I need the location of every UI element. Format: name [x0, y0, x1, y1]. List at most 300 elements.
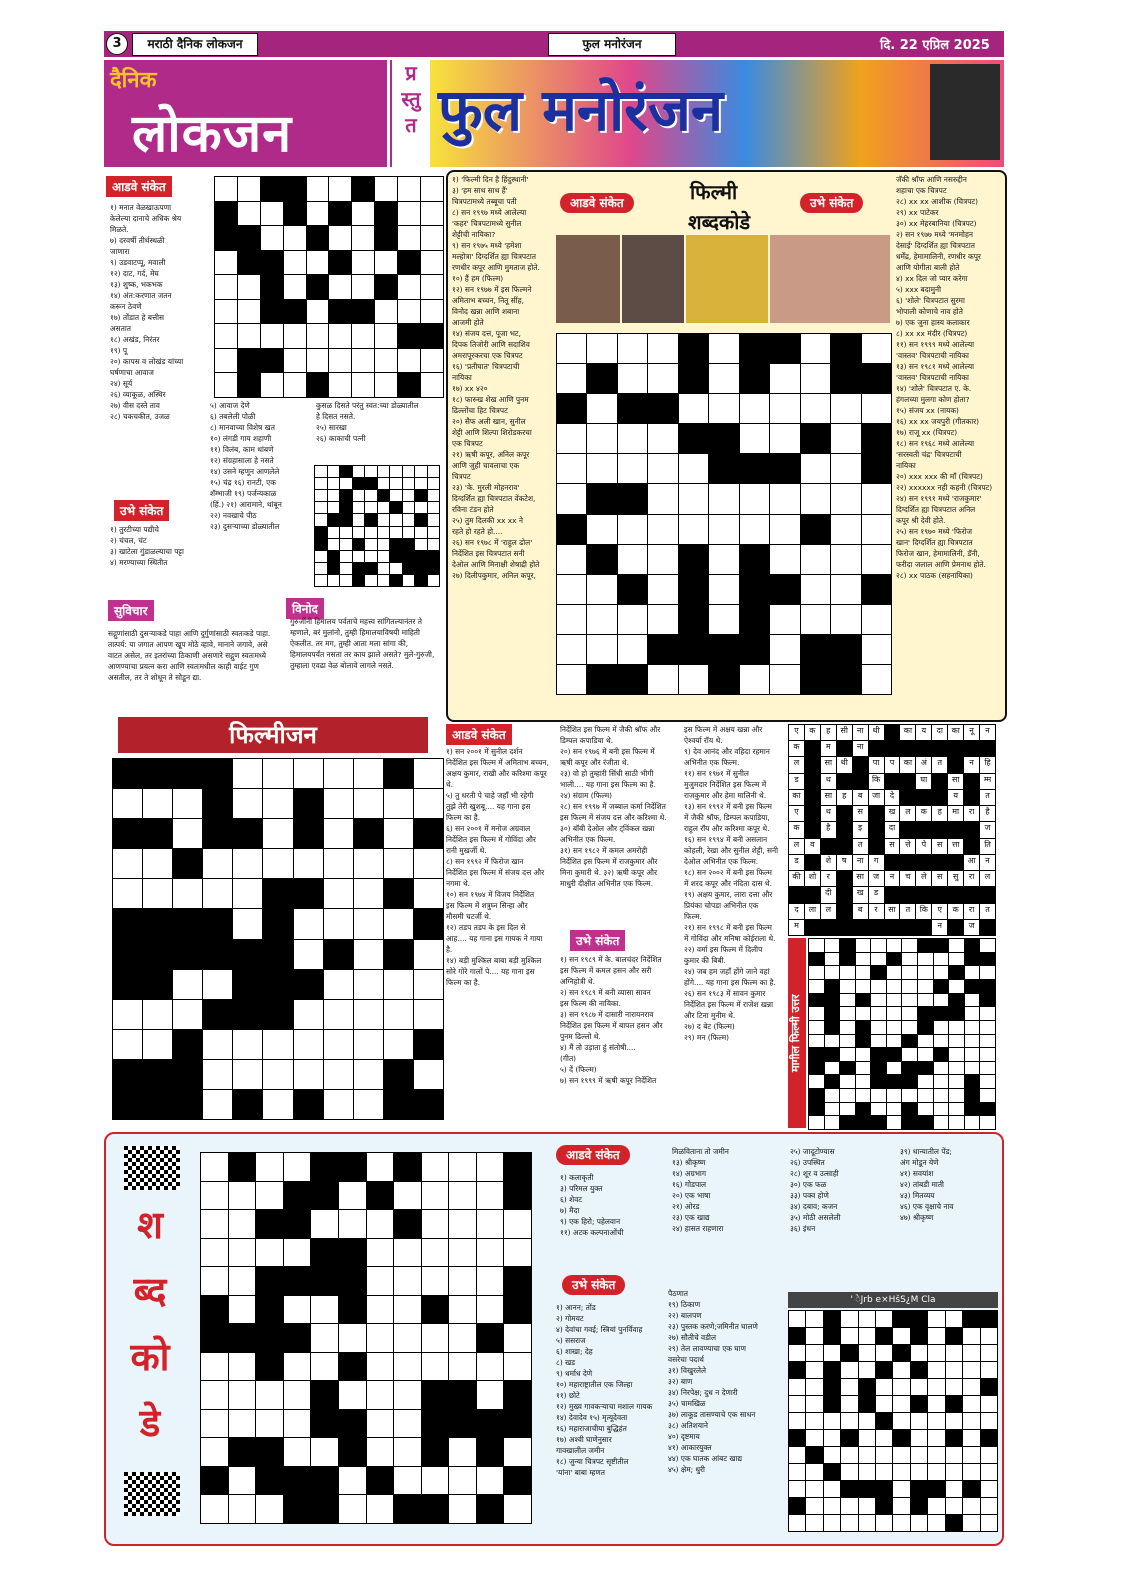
answer-cell[interactable]	[918, 1089, 933, 1102]
crossword-cell[interactable]	[294, 1030, 323, 1059]
filmi-crossword-grid[interactable]	[556, 333, 892, 695]
crossword-cell[interactable]	[203, 1030, 232, 1059]
crossword-cell[interactable]	[421, 202, 443, 226]
crossword-cell[interactable]	[233, 1060, 262, 1089]
answer-cell[interactable]	[403, 490, 415, 501]
crossword-cell[interactable]	[648, 545, 677, 574]
answer-cell[interactable]	[871, 1007, 886, 1020]
answer-cell[interactable]	[841, 1396, 857, 1412]
answer-cell[interactable]	[928, 1396, 944, 1412]
crossword-cell[interactable]	[215, 324, 237, 348]
crossword-cell[interactable]	[449, 1495, 476, 1523]
answer-cell[interactable]	[949, 1103, 964, 1116]
crossword-cell[interactable]	[477, 1467, 504, 1495]
answer-cell[interactable]	[928, 1498, 944, 1514]
crossword-cell[interactable]	[284, 324, 306, 348]
crossword-cell[interactable]	[414, 879, 443, 908]
crossword-cell[interactable]	[143, 879, 172, 908]
crossword-cell[interactable]	[203, 1090, 232, 1119]
answer-cell[interactable]	[887, 1007, 902, 1020]
crossword-cell[interactable]	[449, 1153, 476, 1181]
crossword-cell[interactable]	[414, 970, 443, 999]
crossword-cell[interactable]	[770, 665, 799, 694]
answer-cell[interactable]	[902, 939, 917, 952]
answer-cell[interactable]	[965, 994, 980, 1007]
crossword-cell[interactable]	[394, 1410, 421, 1438]
crossword-cell[interactable]	[367, 1495, 394, 1523]
crossword-cell[interactable]	[449, 1182, 476, 1210]
crossword-cell[interactable]	[324, 819, 353, 848]
crossword-cell[interactable]	[173, 819, 202, 848]
answer-cell[interactable]	[841, 1413, 857, 1429]
answer-cell[interactable]	[981, 1515, 997, 1531]
answer-cell[interactable]	[315, 466, 327, 477]
answer-cell[interactable]	[856, 966, 871, 979]
answer-cell[interactable]	[824, 1345, 840, 1361]
crossword-cell[interactable]	[618, 454, 647, 483]
answer-cell[interactable]	[315, 502, 327, 513]
answer-cell[interactable]	[809, 1035, 824, 1048]
answer-cell[interactable]	[965, 1021, 980, 1034]
answer-cell[interactable]	[328, 478, 340, 489]
answer-cell[interactable]	[841, 1498, 857, 1514]
answer-cell[interactable]	[918, 953, 933, 966]
answer-cell[interactable]	[928, 1311, 944, 1327]
crossword-cell[interactable]	[113, 1030, 142, 1059]
answer-cell[interactable]	[981, 1413, 997, 1429]
crossword-cell[interactable]	[709, 515, 738, 544]
answer-cell[interactable]	[825, 1062, 840, 1075]
crossword-cell[interactable]	[384, 819, 413, 848]
crossword-cell[interactable]	[311, 1324, 338, 1352]
crossword-cell[interactable]	[831, 484, 860, 513]
crossword-cell[interactable]	[201, 1353, 228, 1381]
crossword-cell[interactable]	[294, 909, 323, 938]
crossword-cell[interactable]	[477, 1267, 504, 1295]
crossword-cell[interactable]	[477, 1381, 504, 1409]
crossword-cell[interactable]	[229, 1267, 256, 1295]
answer-cell[interactable]	[887, 1035, 902, 1048]
crossword-cell[interactable]	[215, 300, 237, 324]
crossword-cell[interactable]	[201, 1210, 228, 1238]
answer-cell[interactable]	[980, 1048, 995, 1061]
answer-cell[interactable]	[963, 1464, 979, 1480]
crossword-cell[interactable]	[384, 909, 413, 938]
answer-cell[interactable]	[946, 1413, 962, 1429]
answer-cell[interactable]	[378, 527, 390, 538]
crossword-cell[interactable]	[587, 575, 616, 604]
answer-cell[interactable]	[390, 514, 402, 525]
answer-cell[interactable]	[859, 1498, 875, 1514]
answer-cell[interactable]	[963, 1345, 979, 1361]
answer-cell[interactable]	[841, 1362, 857, 1378]
crossword-cell[interactable]	[394, 1353, 421, 1381]
crossword-cell[interactable]	[422, 1182, 449, 1210]
crossword-cell[interactable]	[414, 1060, 443, 1089]
answer-cell[interactable]	[946, 1464, 962, 1480]
crossword-cell[interactable]	[307, 202, 329, 226]
crossword-cell[interactable]	[238, 202, 260, 226]
answer-cell[interactable]	[911, 1413, 927, 1429]
answer-cell[interactable]	[893, 1498, 909, 1514]
answer-cell[interactable]	[963, 1430, 979, 1446]
crossword-cell[interactable]	[709, 605, 738, 634]
answer-cell[interactable]	[887, 1116, 902, 1129]
answer-cell[interactable]	[825, 1116, 840, 1129]
answer-cell[interactable]	[887, 939, 902, 952]
crossword-cell[interactable]	[352, 349, 374, 373]
answer-cell[interactable]	[403, 478, 415, 489]
crossword-cell[interactable]	[394, 1239, 421, 1267]
answer-cell[interactable]	[378, 551, 390, 562]
crossword-cell[interactable]	[862, 545, 891, 574]
answer-cell[interactable]	[911, 1515, 927, 1531]
answer-cell[interactable]	[949, 1089, 964, 1102]
answer-cell[interactable]	[981, 1328, 997, 1344]
answer-cell[interactable]	[353, 514, 365, 525]
answer-cell[interactable]	[980, 1062, 995, 1075]
answer-cell[interactable]	[965, 1007, 980, 1020]
crossword-cell[interactable]	[329, 275, 351, 299]
crossword-cell[interactable]	[414, 789, 443, 818]
answer-cell[interactable]	[428, 539, 440, 550]
answer-cell[interactable]	[378, 539, 390, 550]
answer-cell[interactable]	[315, 490, 327, 501]
answer-cell[interactable]	[949, 1035, 964, 1048]
answer-cell[interactable]	[918, 966, 933, 979]
crossword-cell[interactable]	[398, 275, 420, 299]
crossword-cell[interactable]	[143, 1030, 172, 1059]
crossword-cell[interactable]	[477, 1353, 504, 1381]
answer-cell[interactable]	[789, 1515, 805, 1531]
answer-cell[interactable]	[365, 551, 377, 562]
crossword-cell[interactable]	[113, 849, 142, 878]
answer-cell[interactable]	[856, 1075, 871, 1088]
crossword-cell[interactable]	[770, 515, 799, 544]
crossword-cell[interactable]	[414, 1000, 443, 1029]
crossword-cell[interactable]	[709, 484, 738, 513]
answer-cell[interactable]	[902, 980, 917, 993]
crossword-cell[interactable]	[307, 300, 329, 324]
answer-cell[interactable]	[911, 1345, 927, 1361]
answer-cell[interactable]	[949, 1116, 964, 1129]
answer-cell[interactable]	[918, 1103, 933, 1116]
answer-cell[interactable]	[871, 1103, 886, 1116]
crossword-cell[interactable]	[770, 605, 799, 634]
crossword-cell[interactable]	[113, 1000, 142, 1029]
answer-cell[interactable]	[840, 1089, 855, 1102]
answer-cell[interactable]	[893, 1515, 909, 1531]
answer-cell[interactable]	[806, 1498, 822, 1514]
answer-cell[interactable]	[876, 1464, 892, 1480]
answer-cell[interactable]	[981, 1481, 997, 1497]
crossword-cell[interactable]	[801, 575, 830, 604]
crossword-cell[interactable]	[367, 1381, 394, 1409]
answer-cell[interactable]	[825, 966, 840, 979]
crossword-cell[interactable]	[504, 1239, 531, 1267]
answer-cell[interactable]	[428, 490, 440, 501]
answer-cell[interactable]	[841, 1311, 857, 1327]
crossword-cell[interactable]	[201, 1267, 228, 1295]
crossword-cell[interactable]	[284, 275, 306, 299]
crossword-cell[interactable]	[256, 1182, 283, 1210]
answer-cell[interactable]	[840, 980, 855, 993]
crossword-cell[interactable]	[284, 1153, 311, 1181]
answer-cell[interactable]	[934, 1103, 949, 1116]
answer-cell[interactable]	[840, 1048, 855, 1061]
answer-cell[interactable]	[859, 1362, 875, 1378]
crossword-cell[interactable]	[367, 1353, 394, 1381]
answer-cell[interactable]	[949, 980, 964, 993]
answer-cell[interactable]	[378, 502, 390, 513]
crossword-cell[interactable]	[256, 1153, 283, 1181]
answer-cell[interactable]	[315, 563, 327, 574]
crossword-cell[interactable]	[740, 515, 769, 544]
answer-cell[interactable]	[856, 980, 871, 993]
answer-cell[interactable]	[928, 1413, 944, 1429]
crossword-cell[interactable]	[294, 1000, 323, 1029]
crossword-cell[interactable]	[284, 1296, 311, 1324]
crossword-cell[interactable]	[648, 575, 677, 604]
answer-cell[interactable]	[893, 1362, 909, 1378]
crossword-cell[interactable]	[618, 635, 647, 664]
answer-cell[interactable]	[911, 1447, 927, 1463]
crossword-cell[interactable]	[398, 177, 420, 201]
crossword-cell[interactable]	[862, 484, 891, 513]
crossword-cell[interactable]	[284, 1410, 311, 1438]
crossword-cell[interactable]	[862, 635, 891, 664]
crossword-cell[interactable]	[449, 1324, 476, 1352]
crossword-cell[interactable]	[801, 364, 830, 393]
answer-cell[interactable]	[840, 994, 855, 1007]
crossword-cell[interactable]	[831, 394, 860, 423]
answer-cell[interactable]	[934, 1116, 949, 1129]
answer-cell[interactable]	[365, 502, 377, 513]
crossword-cell[interactable]	[354, 1000, 383, 1029]
crossword-cell[interactable]	[648, 424, 677, 453]
crossword-cell[interactable]	[113, 879, 142, 908]
crossword-cell[interactable]	[422, 1210, 449, 1238]
answer-cell[interactable]	[340, 575, 352, 586]
answer-cell[interactable]	[859, 1328, 875, 1344]
crossword-cell[interactable]	[307, 251, 329, 275]
crossword-cell[interactable]	[143, 1000, 172, 1029]
crossword-cell[interactable]	[831, 575, 860, 604]
crossword-cell[interactable]	[229, 1210, 256, 1238]
answer-cell[interactable]	[859, 1464, 875, 1480]
answer-cell[interactable]	[806, 1396, 822, 1412]
answer-cell[interactable]	[365, 575, 377, 586]
answer-cell[interactable]	[415, 478, 427, 489]
crossword-cell[interactable]	[740, 484, 769, 513]
answer-cell[interactable]	[928, 1362, 944, 1378]
crossword-cell[interactable]	[229, 1296, 256, 1324]
crossword-cell[interactable]	[384, 1030, 413, 1059]
answer-cell[interactable]	[806, 1311, 822, 1327]
crossword-cell[interactable]	[862, 665, 891, 694]
crossword-cell[interactable]	[263, 789, 292, 818]
crossword-cell[interactable]	[384, 1000, 413, 1029]
crossword-cell[interactable]	[324, 879, 353, 908]
crossword-cell[interactable]	[618, 515, 647, 544]
crossword-cell[interactable]	[414, 759, 443, 788]
crossword-cell[interactable]	[504, 1353, 531, 1381]
answer-cell[interactable]	[887, 994, 902, 1007]
answer-cell[interactable]	[887, 1062, 902, 1075]
answer-cell[interactable]	[390, 466, 402, 477]
answer-cell[interactable]	[841, 1328, 857, 1344]
crossword-cell[interactable]	[329, 349, 351, 373]
answer-cell[interactable]	[328, 466, 340, 477]
crossword-cell[interactable]	[113, 789, 142, 818]
answer-cell[interactable]	[841, 1515, 857, 1531]
answer-cell[interactable]	[928, 1379, 944, 1395]
crossword-cell[interactable]	[862, 515, 891, 544]
crossword-cell[interactable]	[238, 300, 260, 324]
crossword-cell[interactable]	[352, 324, 374, 348]
crossword-cell[interactable]	[324, 970, 353, 999]
answer-cell[interactable]	[824, 1413, 840, 1429]
crossword-cell[interactable]	[229, 1467, 256, 1495]
crossword-cell[interactable]	[324, 1060, 353, 1089]
crossword-cell[interactable]	[294, 759, 323, 788]
answer-cell[interactable]	[928, 1430, 944, 1446]
answer-cell[interactable]	[949, 939, 964, 952]
answer-cell[interactable]	[902, 1048, 917, 1061]
answer-cell[interactable]	[809, 1007, 824, 1020]
crossword-cell[interactable]	[421, 373, 443, 397]
answer-cell[interactable]	[789, 1447, 805, 1463]
answer-cell[interactable]	[415, 539, 427, 550]
answer-cell[interactable]	[403, 502, 415, 513]
crossword-cell[interactable]	[648, 364, 677, 393]
answer-cell[interactable]	[871, 1035, 886, 1048]
crossword-cell[interactable]	[375, 324, 397, 348]
crossword-cell[interactable]	[709, 575, 738, 604]
answer-cell[interactable]	[378, 478, 390, 489]
crossword-cell[interactable]	[504, 1324, 531, 1352]
crossword-cell[interactable]	[367, 1438, 394, 1466]
answer-cell[interactable]	[963, 1413, 979, 1429]
answer-cell[interactable]	[859, 1447, 875, 1463]
answer-cell[interactable]	[340, 478, 352, 489]
answer-cell[interactable]	[965, 1035, 980, 1048]
answer-cell[interactable]	[328, 502, 340, 513]
answer-cell[interactable]	[841, 1447, 857, 1463]
answer-cell[interactable]	[963, 1515, 979, 1531]
crossword-cell[interactable]	[261, 202, 283, 226]
answer-cell[interactable]	[963, 1396, 979, 1412]
crossword-cell[interactable]	[311, 1296, 338, 1324]
answer-cell[interactable]	[365, 490, 377, 501]
answer-cell[interactable]	[789, 1396, 805, 1412]
answer-cell[interactable]	[871, 939, 886, 952]
crossword-cell[interactable]	[862, 394, 891, 423]
shabdkode-grid[interactable]	[200, 1152, 532, 1524]
crossword-cell[interactable]	[422, 1239, 449, 1267]
crossword-cell[interactable]	[398, 349, 420, 373]
crossword-cell[interactable]	[329, 177, 351, 201]
answer-cell[interactable]	[789, 1464, 805, 1480]
answer-cell[interactable]	[856, 1062, 871, 1075]
answer-cell[interactable]	[981, 1498, 997, 1514]
answer-cell[interactable]	[806, 1515, 822, 1531]
crossword-cell[interactable]	[238, 177, 260, 201]
crossword-cell[interactable]	[284, 1353, 311, 1381]
answer-cell[interactable]	[876, 1379, 892, 1395]
answer-cell[interactable]	[918, 1048, 933, 1061]
answer-cell[interactable]	[859, 1515, 875, 1531]
crossword-cell[interactable]	[740, 665, 769, 694]
answer-cell[interactable]	[825, 1035, 840, 1048]
answer-cell[interactable]	[876, 1311, 892, 1327]
crossword-cell[interactable]	[215, 275, 237, 299]
crossword-cell[interactable]	[770, 484, 799, 513]
crossword-cell[interactable]	[801, 605, 830, 634]
answer-cell[interactable]	[949, 1021, 964, 1034]
crossword-cell[interactable]	[201, 1239, 228, 1267]
answer-cell[interactable]	[856, 1007, 871, 1020]
crossword-cell[interactable]	[352, 251, 374, 275]
answer-cell[interactable]	[824, 1515, 840, 1531]
crossword-cell[interactable]	[284, 1438, 311, 1466]
answer-cell[interactable]	[809, 939, 824, 952]
crossword-cell[interactable]	[294, 940, 323, 969]
crossword-cell[interactable]	[324, 1090, 353, 1119]
crossword-cell[interactable]	[421, 226, 443, 250]
answer-cell[interactable]	[415, 466, 427, 477]
crossword-cell[interactable]	[354, 849, 383, 878]
answer-cell[interactable]	[911, 1430, 927, 1446]
crossword-cell[interactable]	[449, 1239, 476, 1267]
answer-cell[interactable]	[963, 1362, 979, 1378]
crossword-cell[interactable]	[831, 515, 860, 544]
crossword-cell[interactable]	[679, 454, 708, 483]
answer-cell[interactable]	[893, 1396, 909, 1412]
answer-cell[interactable]	[859, 1345, 875, 1361]
answer-cell[interactable]	[876, 1396, 892, 1412]
crossword-cell[interactable]	[352, 275, 374, 299]
crossword-cell[interactable]	[421, 349, 443, 373]
crossword-cell[interactable]	[263, 759, 292, 788]
answer-cell[interactable]	[893, 1464, 909, 1480]
answer-cell[interactable]	[824, 1481, 840, 1497]
crossword-cell[interactable]	[648, 665, 677, 694]
crossword-cell[interactable]	[307, 324, 329, 348]
crossword-cell[interactable]	[367, 1296, 394, 1324]
crossword-cell[interactable]	[587, 454, 616, 483]
answer-cell[interactable]	[415, 527, 427, 538]
answer-cell[interactable]	[809, 966, 824, 979]
answer-cell[interactable]	[965, 1116, 980, 1129]
crossword-cell[interactable]	[587, 635, 616, 664]
answer-cell[interactable]	[963, 1498, 979, 1514]
answer-cell[interactable]	[859, 1311, 875, 1327]
crossword-cell[interactable]	[740, 424, 769, 453]
answer-cell[interactable]	[390, 490, 402, 501]
answer-cell[interactable]	[981, 1362, 997, 1378]
filmijan-grid[interactable]	[112, 758, 444, 1120]
answer-cell[interactable]	[806, 1362, 822, 1378]
crossword-cell[interactable]	[557, 424, 586, 453]
crossword-cell[interactable]	[375, 177, 397, 201]
answer-cell[interactable]	[949, 1062, 964, 1075]
answer-cell[interactable]	[806, 1345, 822, 1361]
crossword-cell[interactable]	[229, 1381, 256, 1409]
crossword-cell[interactable]	[367, 1239, 394, 1267]
answer-cell[interactable]	[378, 514, 390, 525]
crossword-cell[interactable]	[352, 202, 374, 226]
